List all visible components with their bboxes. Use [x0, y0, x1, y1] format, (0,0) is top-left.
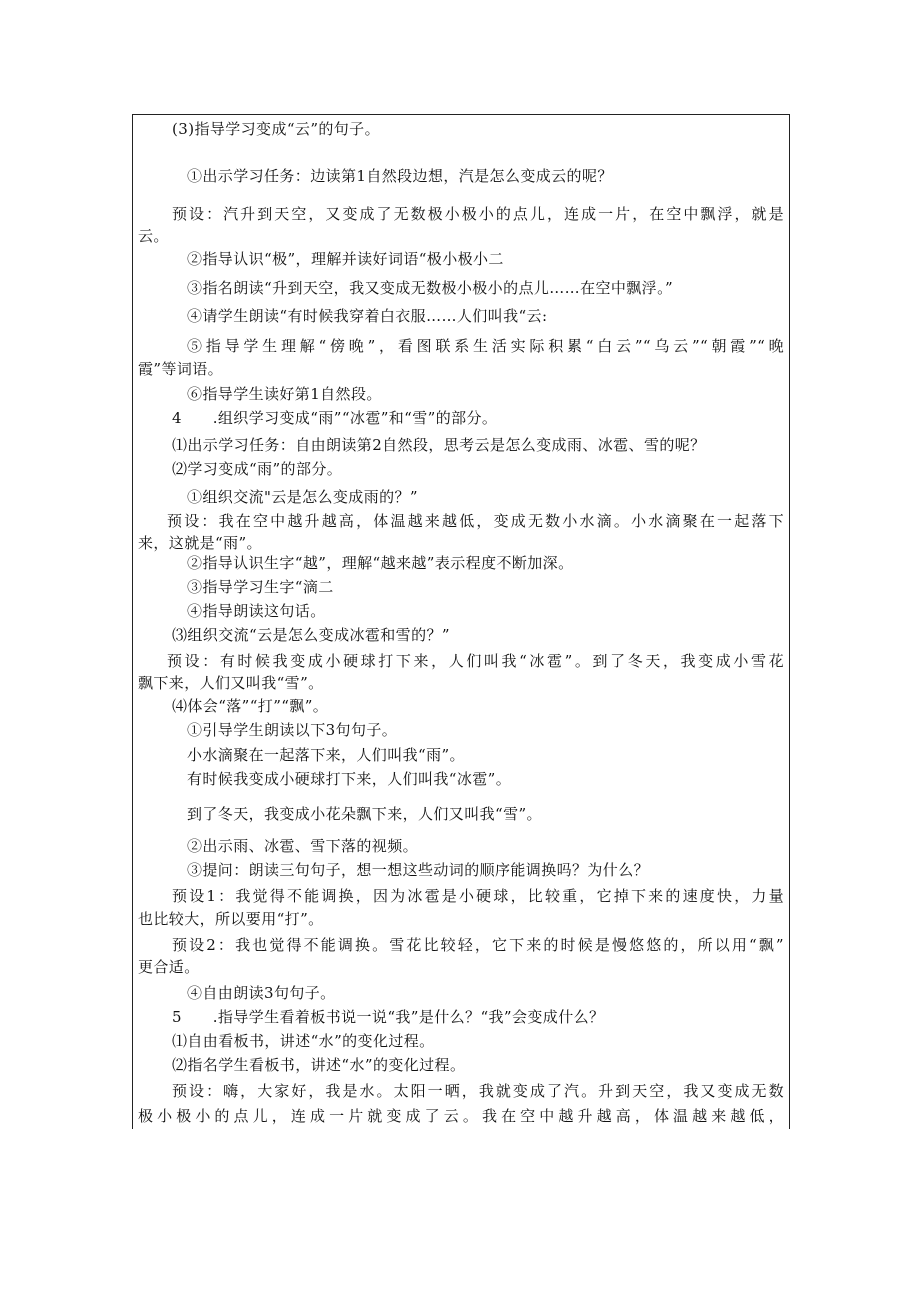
text-line: ⑵学习变成“雨”的部分。	[172, 460, 343, 478]
text-line: ⑷体会“落”“打”“飘”。	[172, 697, 329, 715]
text-line: 5 .指导学生看着板书说一说“我”是什么？“我”会变成什么？	[172, 1008, 605, 1026]
text-line: ③指名朗读“升到天空，我又变成无数极小极小的点儿……在空中飘浮。”	[187, 279, 674, 297]
text-line: ②指导认识“极”，理解并读好词语“极小极小二	[187, 250, 504, 268]
text-line: ⑥指导学生读好第1自然段。	[187, 385, 382, 403]
text-line: 小水滴聚在一起落下来，人们叫我“雨”。	[187, 746, 465, 764]
text-line: 预设：我在空中越升越高，体温越来越低，变成无数小水滴。小水滴聚在一起落下	[167, 512, 784, 530]
text-line: ③指导学习生字“滴二	[187, 578, 334, 596]
text-line: 到了冬天，我变成小花朵飘下来，人们又叫我“雪”。	[187, 805, 542, 823]
text-line: 预设：嗨，大家好，我是水。太阳一晒，我就变成了汽。升到天空，我又变成无数	[172, 1082, 784, 1100]
text-line: 预设1：我觉得不能调换，因为冰雹是小硬球，比较重，它掉下来的速度快，力量	[172, 887, 784, 905]
text-line: ②出示雨、冰雹、雪下落的视频。	[187, 837, 419, 855]
text-line: 来，这就是“雨”。	[138, 534, 262, 552]
text-line: 极小极小的点儿，连成一片就变成了云。我在空中越升越高，体温越来越低，	[138, 1107, 784, 1125]
text-line: 预设：汽升到天空，又变成了无数极小极小的点儿，连成一片，在空中飘浮，就是	[172, 205, 784, 223]
text-line: 有时候我变成小硬球打下来，人们叫我“冰雹”。	[187, 770, 512, 788]
text-line: 飘下来，人们又叫我“雪”。	[138, 674, 324, 692]
text-line: ①出示学习任务：边读第1自然段边想，汽是怎么变成云的呢？	[187, 167, 613, 185]
text-line: ⑵指名学生看板书，讲述“水”的变化过程。	[172, 1056, 466, 1074]
text-line: ②指导认识生字“越”，理解“越来越”表示程度不断加深。	[187, 554, 574, 572]
text-line: ①组织交流"云是怎么变成雨的？”	[187, 488, 418, 506]
text-line: ①引导学生朗读以下3句句子。	[187, 721, 398, 739]
text-line: ⑴出示学习任务：自由朗读第2自然段，思考云是怎么变成雨、冰雹、雪的呢？	[172, 436, 706, 454]
text-line: 更合适。	[138, 958, 200, 976]
text-line: 预设2：我也觉得不能调换。雪花比较轻，它下来的时候是慢悠悠的，所以用“飘”	[172, 936, 784, 954]
text-line: ⑶组织交流“云是怎么变成冰雹和雪的？”	[172, 626, 450, 644]
text-line: 云。	[138, 227, 169, 245]
text-line: 也比较大，所以要用“打”。	[138, 910, 324, 928]
text-line: ③提问：朗读三句句子，想一想这些动词的顺序能调换吗？为什么？	[187, 861, 650, 879]
text-line: ⑤指导学生理解“傍晚”，看图联系生活实际积累“白云”“乌云”“朝霞”“晚	[187, 337, 784, 355]
text-line: ④指导朗读这句话。	[187, 602, 326, 620]
text-line: 霞”等词语。	[138, 360, 224, 378]
text-line: ⑴自由看板书，讲述“水”的变化过程。	[172, 1032, 435, 1050]
text-line: (3)指导学习变成“云”的句子。	[172, 120, 380, 138]
text-line: ④自由朗读3句句子。	[187, 984, 336, 1002]
text-line: ④请学生朗读“有时候我穿着白衣服……人们叫我“云:	[187, 307, 548, 325]
text-line: 预设：有时候我变成小硬球打下来，人们叫我“冰雹”。到了冬天，我变成小雪花	[167, 652, 784, 670]
text-line: 4 .组织学习变成“雨”“冰雹”和“雪”的部分。	[172, 409, 498, 427]
